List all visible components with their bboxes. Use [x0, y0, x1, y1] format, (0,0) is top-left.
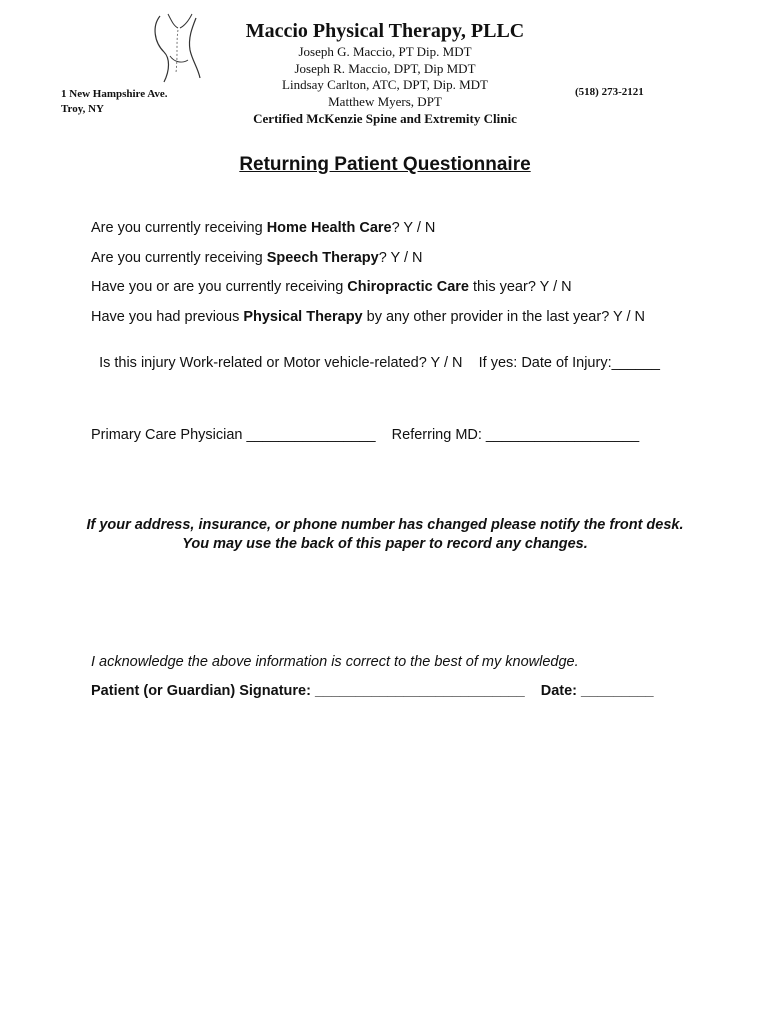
- question-answer: by any other provider in the last year? Y / N: [362, 309, 645, 325]
- date-of-injury-field: If yes: Date of Injury:______: [462, 355, 660, 371]
- question-home-health-care: [91, 220, 435, 236]
- question-speech-therapy: [91, 250, 423, 266]
- question-injury-related: [91, 339, 660, 371]
- clinic-address: [61, 87, 168, 117]
- question-emphasis: Home Health Care: [266, 220, 392, 236]
- question-answer: ? Y / N: [378, 250, 423, 266]
- address-line-2: Troy, NY: [61, 103, 104, 115]
- question-answer: this year? Y / N: [468, 279, 572, 295]
- question-text: Are you currently receiving: [91, 220, 267, 236]
- question-physical-therapy: [91, 309, 645, 325]
- question-text: Have you had previous: [91, 309, 244, 325]
- question-text: Are you currently receiving: [91, 250, 267, 266]
- physician-fields: Primary Care Physician ________________ Referring MD: ___________________: [91, 427, 640, 443]
- question-text: Have you or are you currently receiving: [91, 279, 348, 295]
- question-text: Is this injury Work-related or Motor vehicle-related? Y / N: [99, 355, 463, 371]
- question-emphasis: Physical Therapy: [243, 309, 363, 325]
- question-answer: ? Y / N: [391, 220, 436, 236]
- change-notice: If your address, insurance, or phone number has changed please notify the front desk. You may use the back of this paper to record any changes.: [86, 517, 684, 552]
- certification-line: Certified McKenzie Spine and Extremity Clinic: [253, 111, 517, 126]
- staff-member: Joseph G. Maccio, PT Dip. MDT: [298, 44, 472, 59]
- address-line-1: 1 New Hampshire Ave.: [61, 88, 168, 100]
- staff-member: Matthew Myers, DPT: [328, 93, 442, 109]
- staff-member: Joseph R. Maccio, DPT, Dip MDT: [294, 60, 476, 76]
- question-chiropractic-care: [91, 279, 572, 295]
- clinic-name: Maccio Physical Therapy, PLLC: [245, 20, 525, 42]
- letterhead: [215, 18, 555, 127]
- acknowledgement-text: I acknowledge the above information is correct to the best of my knowledge.: [91, 654, 579, 670]
- staff-member: Lindsay Carlton, ATC, DPT, Dip. MDT: [282, 77, 488, 92]
- question-emphasis: Chiropractic Care: [347, 279, 469, 295]
- form-title: Returning Patient Questionnaire: [239, 154, 531, 175]
- clinic-phone: (518) 273-2121: [575, 86, 644, 98]
- signature-date-line: Patient (or Guardian) Signature: __________________________ Date: _________: [91, 683, 654, 699]
- question-emphasis: Speech Therapy: [266, 250, 379, 266]
- spine-figure-icon: [148, 12, 206, 84]
